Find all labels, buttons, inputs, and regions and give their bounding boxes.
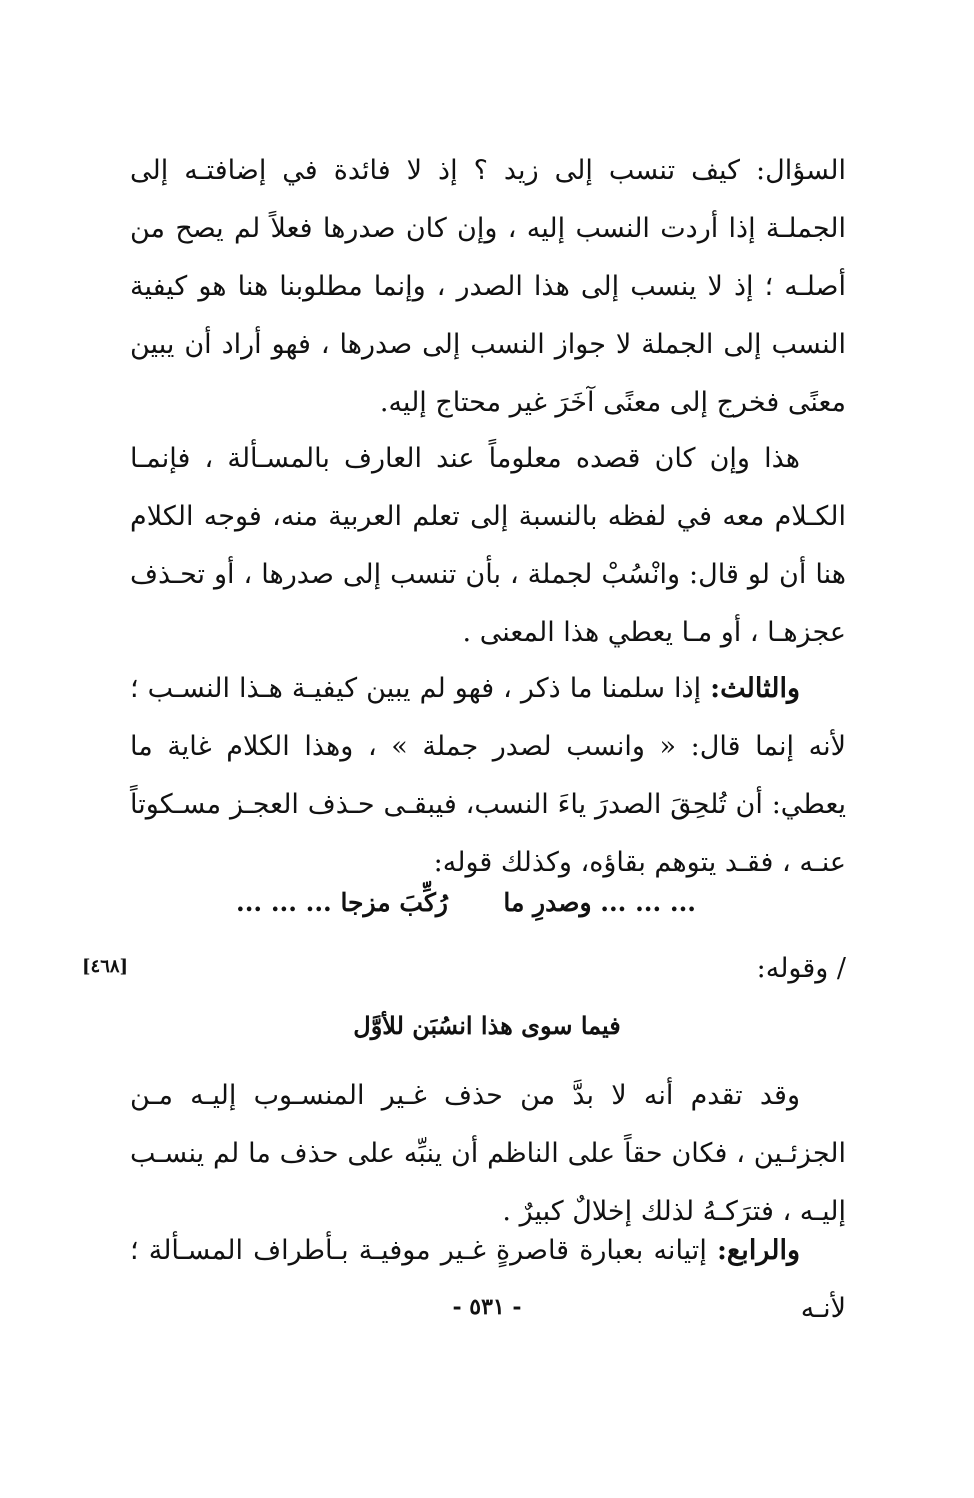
page-number: - ٥٣١ - <box>452 1294 522 1320</box>
paragraph-text: السؤال: كيف تنسب إلى زيد ؟ إذ لا فائدة في إضافتـه إلى الجملـة إذا أردت النسب إليه ، وإن كان صدرها فعلاً لم يصح من أصلـه ؛ إذ لا ينسب إلى هذا الصدر ، وإنما مطلوبنا هنا هو كيفية النسب إلى الجملة لا جواز النسب إلى صدرها ، فهو أراد أن يبين معنًى فخرج إلى معنًى آخَرَ غير محتاج إليه. <box>130 155 846 418</box>
paragraph-deletion <box>130 1067 846 1241</box>
paragraph-lead: والثالث: <box>710 673 800 704</box>
manuscript-folio-marker: [٤٦٨] <box>82 956 129 977</box>
paragraph-question <box>130 142 846 432</box>
quote-introduction: / وقوله: <box>756 953 846 984</box>
verse-first-hemistich: ... ... ... وصدرِ ما <box>503 888 696 917</box>
paragraph-lead: والرابع: <box>716 1235 800 1266</box>
paragraph-intent <box>130 430 846 662</box>
verse-second-hemistich: رُكِّبَ مزجا ... ... ... <box>236 888 448 917</box>
paragraph-text: هذا وإن كان قصده معلوماً عند العارف بالمسـألة ، فإنمـا الكـلام معه في لفظه بالنسبة إلى تعلم العربية منه، فوجه الكلام هنا أن لو قال: وانْسُبْ لجملة ، بأن تنسب إلى صدرها ، أو تحـذف عجزهـا ، أو مـا يعطي هذا المعنى . <box>130 443 846 648</box>
paragraph-text: وقد تقدم أنه لا بدَّ من حذف غـير المنسـوب إليـه مـن الجزئـين ، فكان حقاً على الناظم أن ينبِّه على حذف ما لم ينسـب إليـه ، فترَكـهُ لذلك إخلالٌ كبيرٌ . <box>130 1080 846 1227</box>
paragraph-text: إتيانه بعبارة قاصرةٍ غـير موفيـة بـأطراف المسـألة ؛ لأنـه <box>130 1235 846 1324</box>
paragraph-third-point <box>130 660 846 892</box>
paragraph-fourth-point <box>130 1222 846 1338</box>
quoted-verse <box>236 888 736 936</box>
paragraph-text: إذا سلمنا ما ذكر ، فهو لم يبين كيفيـة هـذا النسـب ؛ لأنه إنما قال: « وانسب لصدر جملة » ، وهذا الكلام غاية ما يعطي: أن تُلحِقَ الصدرَ ياءَ النسب، فيبقـى حـذف العجـز مسـكوتاً عنـه ، فقـد يتوهم بقاؤه، وكذلك قوله: <box>130 673 846 878</box>
quoted-verse-heading: فيما سوى هذا انسُبَن للأوَّل <box>353 1011 621 1040</box>
